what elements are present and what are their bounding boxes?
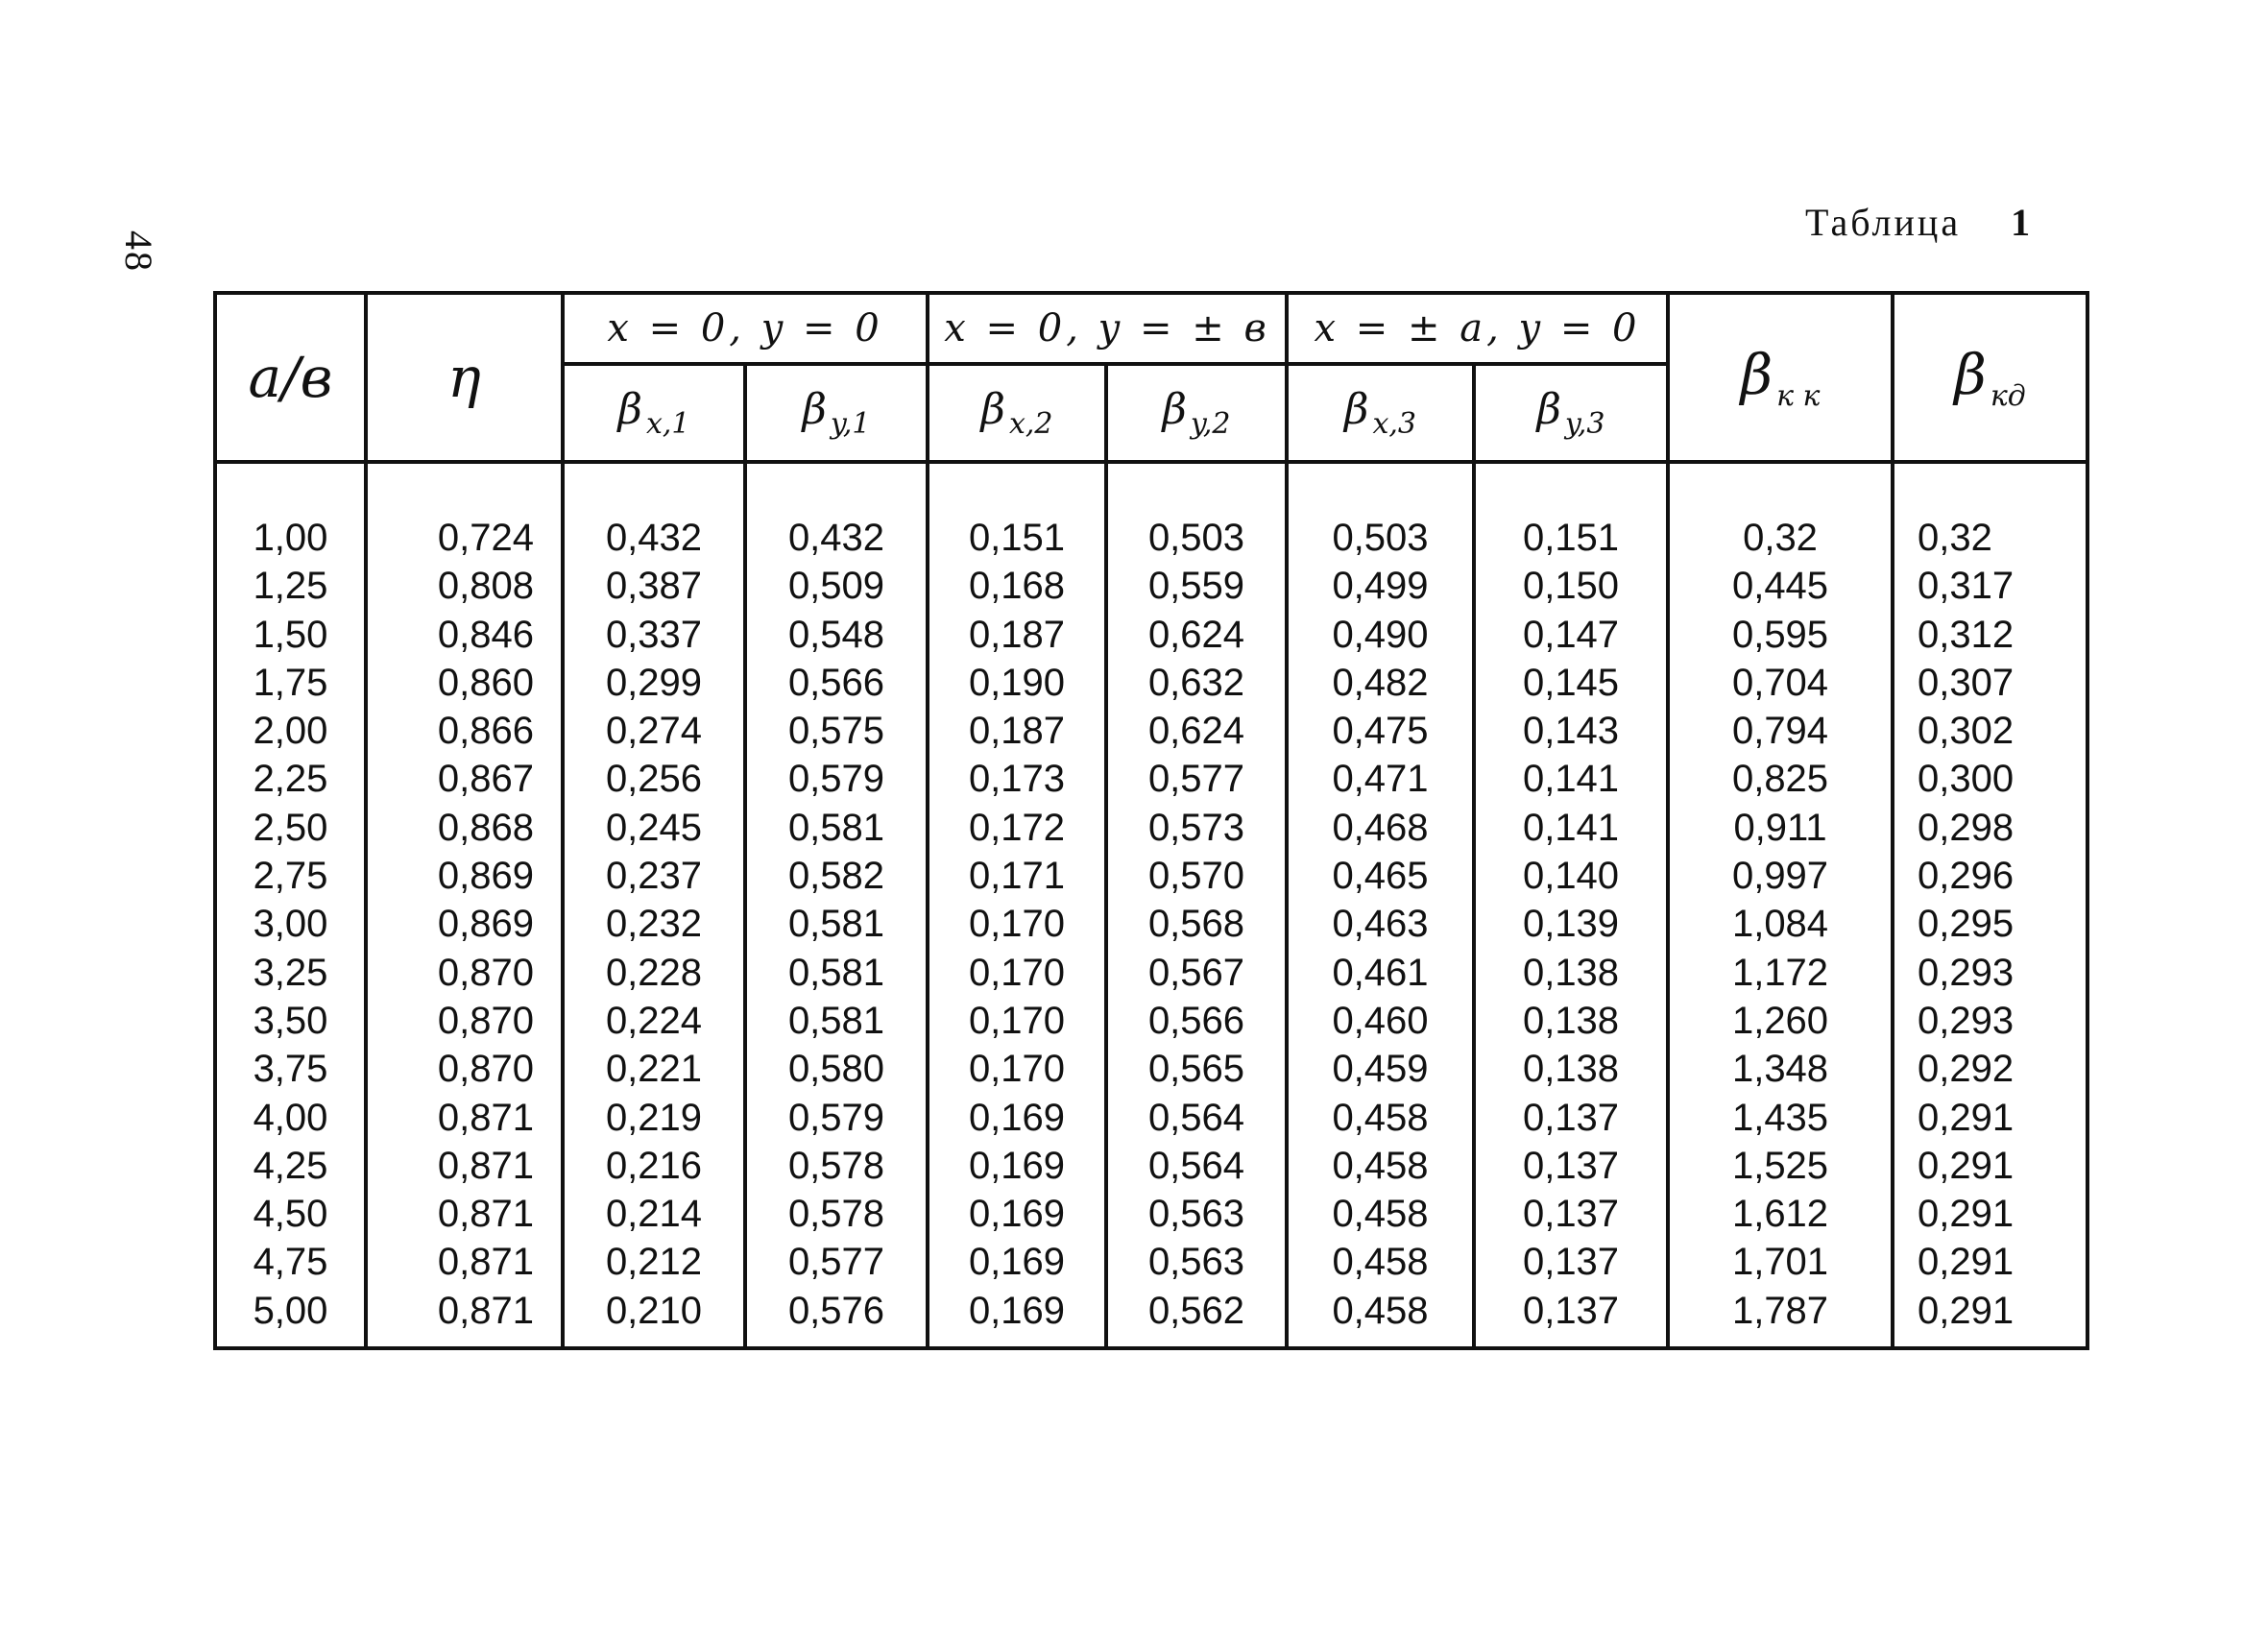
- cell-beta-y3: 0,141: [1474, 755, 1668, 803]
- header-beta-kk-main: β: [1740, 341, 1773, 407]
- cell-beta-y2: 0,573: [1106, 804, 1287, 852]
- cell-beta-x2: 0,169: [928, 1190, 1106, 1238]
- cell-beta-kk: 0,595: [1668, 611, 1893, 659]
- cell-beta-y2: 0,562: [1106, 1287, 1287, 1348]
- cell-beta-x1: 0,212: [563, 1238, 745, 1286]
- cell-beta-kk: 0,32: [1668, 462, 1893, 562]
- cell-beta-y1: 0,548: [745, 611, 928, 659]
- cell-ratio: 2,00: [215, 707, 366, 755]
- cell-beta-kd: 0,302: [1893, 707, 2087, 755]
- cell-beta-x1: 0,387: [563, 562, 745, 610]
- table-row: [215, 659, 2087, 707]
- cell-eta: 0,868: [366, 804, 563, 852]
- cell-beta-x1: 0,245: [563, 804, 745, 852]
- cell-ratio: 3,25: [215, 949, 366, 997]
- cell-beta-x3: 0,503: [1287, 462, 1474, 562]
- cell-beta-x3: 0,465: [1287, 852, 1474, 900]
- header-beta-x1-main: β: [617, 385, 642, 435]
- cell-beta-kd: 0,312: [1893, 611, 2087, 659]
- cell-beta-x2: 0,190: [928, 659, 1106, 707]
- cell-beta-y2: 0,632: [1106, 659, 1287, 707]
- cell-beta-y1: 0,579: [745, 755, 928, 803]
- cell-ratio: 3,00: [215, 900, 366, 948]
- cell-ratio: 1,75: [215, 659, 366, 707]
- cell-beta-x2: 0,168: [928, 562, 1106, 610]
- cell-beta-x2: 0,169: [928, 1094, 1106, 1142]
- cell-beta-kk: 0,911: [1668, 804, 1893, 852]
- cell-beta-x3: 0,475: [1287, 707, 1474, 755]
- cell-beta-kk: 1,260: [1668, 997, 1893, 1045]
- cell-beta-x2: 0,169: [928, 1142, 1106, 1190]
- cell-ratio: 3,50: [215, 997, 366, 1045]
- cell-beta-y3: 0,138: [1474, 997, 1668, 1045]
- table-row: [215, 949, 2087, 997]
- table-row: [215, 1142, 2087, 1190]
- cell-ratio: 3,75: [215, 1045, 366, 1093]
- cell-beta-x1: 0,432: [563, 462, 745, 562]
- cell-beta-x3: 0,463: [1287, 900, 1474, 948]
- cell-beta-y2: 0,567: [1106, 949, 1287, 997]
- header-eta: η: [366, 293, 563, 462]
- cell-beta-x2: 0,169: [928, 1238, 1106, 1286]
- cell-eta: 0,870: [366, 949, 563, 997]
- cell-beta-y1: 0,581: [745, 997, 928, 1045]
- header-beta-y3-main: β: [1536, 385, 1561, 435]
- table-body: [215, 462, 2087, 1348]
- cell-beta-x3: 0,490: [1287, 611, 1474, 659]
- cell-beta-y3: 0,138: [1474, 1045, 1668, 1093]
- cell-beta-kd: 0,300: [1893, 755, 2087, 803]
- cell-beta-x2: 0,187: [928, 611, 1106, 659]
- table-caption: [1805, 200, 2033, 245]
- cell-beta-y1: 0,432: [745, 462, 928, 562]
- cell-eta: 0,870: [366, 1045, 563, 1093]
- cell-eta: 0,871: [366, 1094, 563, 1142]
- cell-beta-y1: 0,582: [745, 852, 928, 900]
- cell-eta: 0,871: [366, 1238, 563, 1286]
- cell-beta-kk: 1,172: [1668, 949, 1893, 997]
- cell-beta-kk: 0,997: [1668, 852, 1893, 900]
- cell-beta-x1: 0,210: [563, 1287, 745, 1348]
- cell-ratio: 4,75: [215, 1238, 366, 1286]
- cell-beta-x2: 0,170: [928, 949, 1106, 997]
- cell-beta-x3: 0,458: [1287, 1238, 1474, 1286]
- cell-beta-x1: 0,256: [563, 755, 745, 803]
- header-ratio: a/в: [215, 293, 366, 462]
- table-row: [215, 562, 2087, 610]
- cell-eta: 0,871: [366, 1287, 563, 1348]
- cell-beta-y2: 0,624: [1106, 707, 1287, 755]
- cell-beta-x1: 0,228: [563, 949, 745, 997]
- cell-ratio: 4,00: [215, 1094, 366, 1142]
- cell-beta-y3: 0,137: [1474, 1142, 1668, 1190]
- header-beta-y1-sub: y,1: [830, 406, 871, 441]
- cell-beta-y3: 0,137: [1474, 1094, 1668, 1142]
- table-row: [215, 755, 2087, 803]
- cell-beta-x3: 0,459: [1287, 1045, 1474, 1093]
- cell-beta-y1: 0,566: [745, 659, 928, 707]
- cell-beta-y3: 0,141: [1474, 804, 1668, 852]
- cell-beta-y2: 0,565: [1106, 1045, 1287, 1093]
- cell-beta-kd: 0,32: [1893, 462, 2087, 562]
- table-row: [215, 900, 2087, 948]
- cell-beta-y1: 0,578: [745, 1142, 928, 1190]
- cell-beta-y3: 0,137: [1474, 1238, 1668, 1286]
- cell-beta-y1: 0,581: [745, 900, 928, 948]
- cell-beta-x3: 0,499: [1287, 562, 1474, 610]
- header-beta-x1: [563, 364, 745, 462]
- cell-beta-x1: 0,224: [563, 997, 745, 1045]
- cell-beta-x2: 0,187: [928, 707, 1106, 755]
- header-beta-x1-sub: x,1: [645, 406, 690, 441]
- table-row: [215, 852, 2087, 900]
- header-beta-y3-sub: y,3: [1564, 406, 1605, 441]
- cell-beta-kd: 0,291: [1893, 1190, 2087, 1238]
- header-beta-y1: [745, 364, 928, 462]
- cell-beta-kd: 0,293: [1893, 949, 2087, 997]
- table-caption-number: 1: [2011, 201, 2034, 244]
- cell-beta-x1: 0,216: [563, 1142, 745, 1190]
- cell-eta: 0,870: [366, 997, 563, 1045]
- cell-beta-y2: 0,564: [1106, 1142, 1287, 1190]
- cell-ratio: 4,50: [215, 1190, 366, 1238]
- table-row: [215, 804, 2087, 852]
- table-row: [215, 1238, 2087, 1286]
- cell-ratio: 2,25: [215, 755, 366, 803]
- cell-beta-kd: 0,291: [1893, 1287, 2087, 1348]
- cell-beta-y3: 0,147: [1474, 611, 1668, 659]
- cell-beta-kd: 0,307: [1893, 659, 2087, 707]
- cell-beta-kk: 0,825: [1668, 755, 1893, 803]
- cell-beta-x3: 0,471: [1287, 755, 1474, 803]
- header-beta-x2: [928, 364, 1106, 462]
- cell-ratio: 2,50: [215, 804, 366, 852]
- cell-beta-y3: 0,145: [1474, 659, 1668, 707]
- header-beta-x2-main: β: [980, 385, 1005, 435]
- cell-beta-kd: 0,295: [1893, 900, 2087, 948]
- cell-beta-y2: 0,563: [1106, 1190, 1287, 1238]
- cell-beta-kd: 0,291: [1893, 1142, 2087, 1190]
- header-group-center: x = 0, y = 0: [563, 293, 928, 364]
- table-row: [215, 462, 2087, 562]
- header-beta-kk: [1668, 293, 1893, 462]
- header-beta-y3: [1474, 364, 1668, 462]
- cell-beta-kk: 1,612: [1668, 1190, 1893, 1238]
- page-number: 48: [117, 230, 160, 273]
- cell-beta-kk: 1,787: [1668, 1287, 1893, 1348]
- cell-beta-y3: 0,150: [1474, 562, 1668, 610]
- cell-beta-y1: 0,581: [745, 949, 928, 997]
- cell-ratio: 5,00: [215, 1287, 366, 1348]
- cell-beta-y3: 0,137: [1474, 1287, 1668, 1348]
- cell-eta: 0,869: [366, 852, 563, 900]
- cell-beta-x1: 0,299: [563, 659, 745, 707]
- cell-beta-x3: 0,461: [1287, 949, 1474, 997]
- cell-beta-y1: 0,579: [745, 1094, 928, 1142]
- cell-beta-kd: 0,293: [1893, 997, 2087, 1045]
- cell-beta-x1: 0,214: [563, 1190, 745, 1238]
- cell-beta-x1: 0,219: [563, 1094, 745, 1142]
- cell-beta-y3: 0,140: [1474, 852, 1668, 900]
- header-beta-kk-sub: к к: [1776, 379, 1821, 414]
- cell-beta-x2: 0,151: [928, 462, 1106, 562]
- cell-beta-kd: 0,292: [1893, 1045, 2087, 1093]
- cell-beta-x2: 0,169: [928, 1287, 1106, 1348]
- cell-beta-y2: 0,564: [1106, 1094, 1287, 1142]
- header-beta-x3-main: β: [1344, 385, 1369, 435]
- cell-beta-kd: 0,291: [1893, 1238, 2087, 1286]
- table-row: [215, 1190, 2087, 1238]
- cell-ratio: 1,00: [215, 462, 366, 562]
- cell-eta: 0,724: [366, 462, 563, 562]
- cell-eta: 0,866: [366, 707, 563, 755]
- cell-beta-y2: 0,559: [1106, 562, 1287, 610]
- cell-beta-kk: 1,348: [1668, 1045, 1893, 1093]
- cell-beta-y3: 0,138: [1474, 949, 1668, 997]
- cell-ratio: 4,25: [215, 1142, 366, 1190]
- cell-beta-x1: 0,337: [563, 611, 745, 659]
- table-row: [215, 997, 2087, 1045]
- cell-beta-x3: 0,458: [1287, 1094, 1474, 1142]
- cell-beta-kd: 0,296: [1893, 852, 2087, 900]
- table-caption-label: Таблица: [1805, 201, 1962, 244]
- cell-beta-y2: 0,570: [1106, 852, 1287, 900]
- cell-beta-x3: 0,460: [1287, 997, 1474, 1045]
- header-group-edge-x: x = ± a, y = 0: [1287, 293, 1668, 364]
- cell-ratio: 1,25: [215, 562, 366, 610]
- cell-beta-x1: 0,232: [563, 900, 745, 948]
- table-row: [215, 707, 2087, 755]
- cell-beta-x3: 0,458: [1287, 1287, 1474, 1348]
- cell-beta-y2: 0,568: [1106, 900, 1287, 948]
- cell-beta-x2: 0,170: [928, 1045, 1106, 1093]
- cell-beta-y1: 0,581: [745, 804, 928, 852]
- header-beta-y2: [1106, 364, 1287, 462]
- cell-beta-kk: 0,704: [1668, 659, 1893, 707]
- cell-beta-y2: 0,566: [1106, 997, 1287, 1045]
- table-row: [215, 1045, 2087, 1093]
- cell-beta-kd: 0,317: [1893, 562, 2087, 610]
- cell-beta-x3: 0,468: [1287, 804, 1474, 852]
- cell-beta-kk: 1,525: [1668, 1142, 1893, 1190]
- header-beta-y2-sub: y,2: [1190, 406, 1231, 441]
- cell-beta-kd: 0,291: [1893, 1094, 2087, 1142]
- cell-ratio: 2,75: [215, 852, 366, 900]
- cell-beta-x2: 0,172: [928, 804, 1106, 852]
- cell-beta-y2: 0,563: [1106, 1238, 1287, 1286]
- cell-beta-x2: 0,170: [928, 900, 1106, 948]
- cell-eta: 0,869: [366, 900, 563, 948]
- header-beta-x2-sub: x,2: [1008, 406, 1053, 441]
- cell-beta-y3: 0,137: [1474, 1190, 1668, 1238]
- header-beta-kd-sub: кд: [1990, 379, 2026, 414]
- cell-beta-y1: 0,578: [745, 1190, 928, 1238]
- header-group-edge-y: x = 0, y = ± в: [928, 293, 1287, 364]
- cell-beta-x1: 0,274: [563, 707, 745, 755]
- header-beta-y1-main: β: [802, 385, 827, 435]
- header-beta-x3: [1287, 364, 1474, 462]
- coefficients-table: [213, 291, 2089, 1350]
- cell-beta-y1: 0,576: [745, 1287, 928, 1348]
- cell-beta-kk: 0,794: [1668, 707, 1893, 755]
- cell-beta-y1: 0,509: [745, 562, 928, 610]
- table-row: [215, 1094, 2087, 1142]
- cell-beta-y3: 0,139: [1474, 900, 1668, 948]
- table-row: [215, 611, 2087, 659]
- cell-beta-y2: 0,577: [1106, 755, 1287, 803]
- cell-beta-kk: 1,701: [1668, 1238, 1893, 1286]
- cell-beta-x2: 0,173: [928, 755, 1106, 803]
- cell-eta: 0,846: [366, 611, 563, 659]
- cell-beta-y3: 0,151: [1474, 462, 1668, 562]
- cell-eta: 0,871: [366, 1190, 563, 1238]
- cell-beta-y1: 0,575: [745, 707, 928, 755]
- cell-beta-x3: 0,458: [1287, 1190, 1474, 1238]
- cell-beta-kd: 0,298: [1893, 804, 2087, 852]
- cell-beta-y2: 0,503: [1106, 462, 1287, 562]
- cell-beta-x3: 0,482: [1287, 659, 1474, 707]
- header-beta-y2-main: β: [1162, 385, 1187, 435]
- cell-beta-x2: 0,170: [928, 997, 1106, 1045]
- cell-beta-x1: 0,237: [563, 852, 745, 900]
- cell-eta: 0,867: [366, 755, 563, 803]
- cell-beta-x3: 0,458: [1287, 1142, 1474, 1190]
- cell-beta-kk: 1,084: [1668, 900, 1893, 948]
- cell-eta: 0,808: [366, 562, 563, 610]
- cell-beta-y2: 0,624: [1106, 611, 1287, 659]
- cell-beta-y1: 0,580: [745, 1045, 928, 1093]
- cell-beta-kk: 1,435: [1668, 1094, 1893, 1142]
- cell-ratio: 1,50: [215, 611, 366, 659]
- cell-beta-y1: 0,577: [745, 1238, 928, 1286]
- header-beta-x3-sub: x,3: [1372, 406, 1416, 441]
- cell-beta-y3: 0,143: [1474, 707, 1668, 755]
- cell-eta: 0,871: [366, 1142, 563, 1190]
- table-row: [215, 1287, 2087, 1348]
- cell-beta-x2: 0,171: [928, 852, 1106, 900]
- cell-beta-x1: 0,221: [563, 1045, 745, 1093]
- cell-eta: 0,860: [366, 659, 563, 707]
- cell-beta-kk: 0,445: [1668, 562, 1893, 610]
- header-beta-kd-main: β: [1954, 341, 1987, 407]
- header-beta-kd: [1893, 293, 2087, 462]
